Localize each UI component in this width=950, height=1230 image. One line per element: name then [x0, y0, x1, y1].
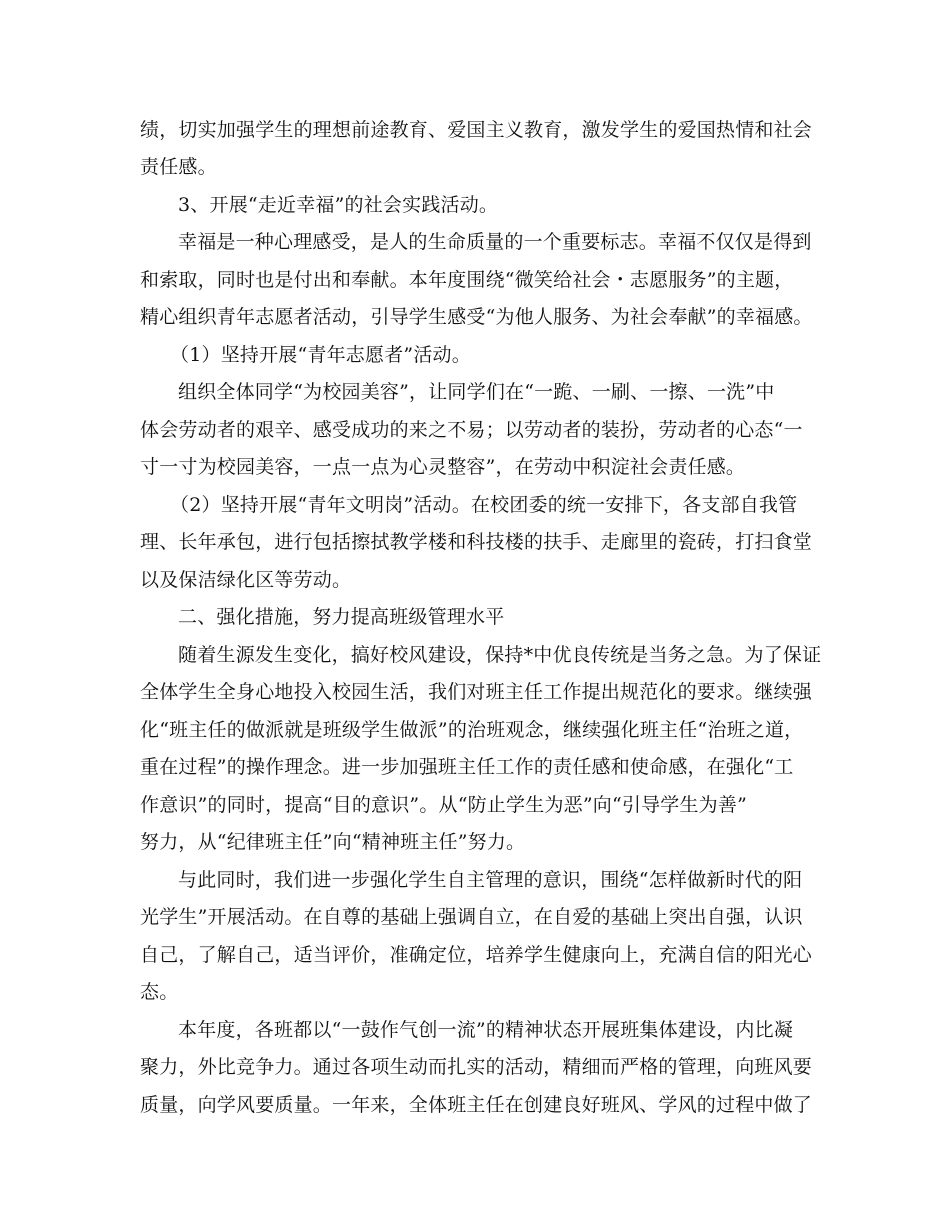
subsection-heading: （2）坚持开展“青年文明岗”活动。在校团委的统一安排下，各支部自我管 [170, 494, 798, 516]
text-line: 化“班主任的做派就是班级学生做派”的治班观念，继续强化班主任“治班之道， [140, 719, 804, 741]
text-line: 精心组织青年志愿者活动，引导学生感受“为他人服务、为社会奉献”的幸福感。 [140, 306, 813, 328]
text-line: 责任感。 [140, 156, 217, 178]
section-heading: 二、强化措施，努力提高班级管理水平 [178, 606, 505, 628]
text-line: 组织全体同学“为校园美容”，让同学们在“一跪、一刷、一擦、一洗”中 [178, 381, 775, 403]
text-line: 态。 [140, 981, 179, 1003]
section-heading: 3、开展“走近幸福”的社会实践活动。 [178, 194, 499, 216]
text-line: 作意识”的同时，提高“目的意识”。从“防止学生为恶”向“引导学生为善” [140, 794, 747, 816]
text-line: 寸一寸为校园美容，一点一点为心灵整容”，在劳动中积淀社会责任感。 [140, 456, 746, 478]
text-line: 体会劳动者的艰辛、感受成功的来之不易；以劳动者的装扮，劳动者的心态“一 [140, 419, 803, 441]
text-line: 随着生源发生变化，搞好校风建设，保持*中优良传统是当务之急。为了保证 [178, 644, 822, 666]
text-line: 绩，切实加强学生的理想前途教育、爱国主义教育，激发学生的爱国热情和社会 [140, 119, 813, 141]
text-line: 幸福是一种心理感受，是人的生命质量的一个重要标志。幸福不仅仅是得到 [178, 231, 812, 253]
text-line: 质量，向学风要质量。一年来，全体班主任在创建良好班风、学风的过程中做了 [140, 1094, 813, 1116]
text-line: 与此同时，我们进一步强化学生自主管理的意识，围绕“怎样做新时代的阳 [178, 869, 803, 891]
text-line: 和索取，同时也是付出和奉献。本年度围绕“微笑给社会・志愿服务”的主题， [140, 269, 794, 291]
subsection-heading: （1）坚持开展“青年志愿者”活动。 [170, 344, 471, 366]
text-line: 光学生”开展活动。在自尊的基础上强调自立，在自爱的基础上突出自强，认识 [140, 906, 803, 928]
text-line: 以及保洁绿化区等劳动。 [140, 569, 352, 591]
text-line: 自己，了解自己，适当评价，准确定位，培养学生健康向上，充满自信的阳光心 [140, 944, 813, 966]
text-line: 全体学生全身心地投入校园生活，我们对班主任工作提出规范化的要求。继续强 [140, 681, 813, 703]
text-line: 努力，从“纪律班主任”向“精神班主任”努力。 [140, 831, 526, 853]
text-line: 本年度，各班都以“一鼓作气创一流”的精神状态开展班集体建设，内比凝 [178, 1019, 794, 1041]
text-line: 重在过程”的操作理念。进一步加强班主任工作的责任感和使命感，在强化“工 [140, 756, 794, 778]
text-line: 理、长年承包，进行包括擦拭教学楼和科技楼的扶手、走廊里的瓷砖，打扫食堂 [140, 531, 813, 553]
text-line: 聚力，外比竞争力。通过各项生动而扎实的活动，精细而严格的管理，向班风要 [140, 1056, 813, 1078]
